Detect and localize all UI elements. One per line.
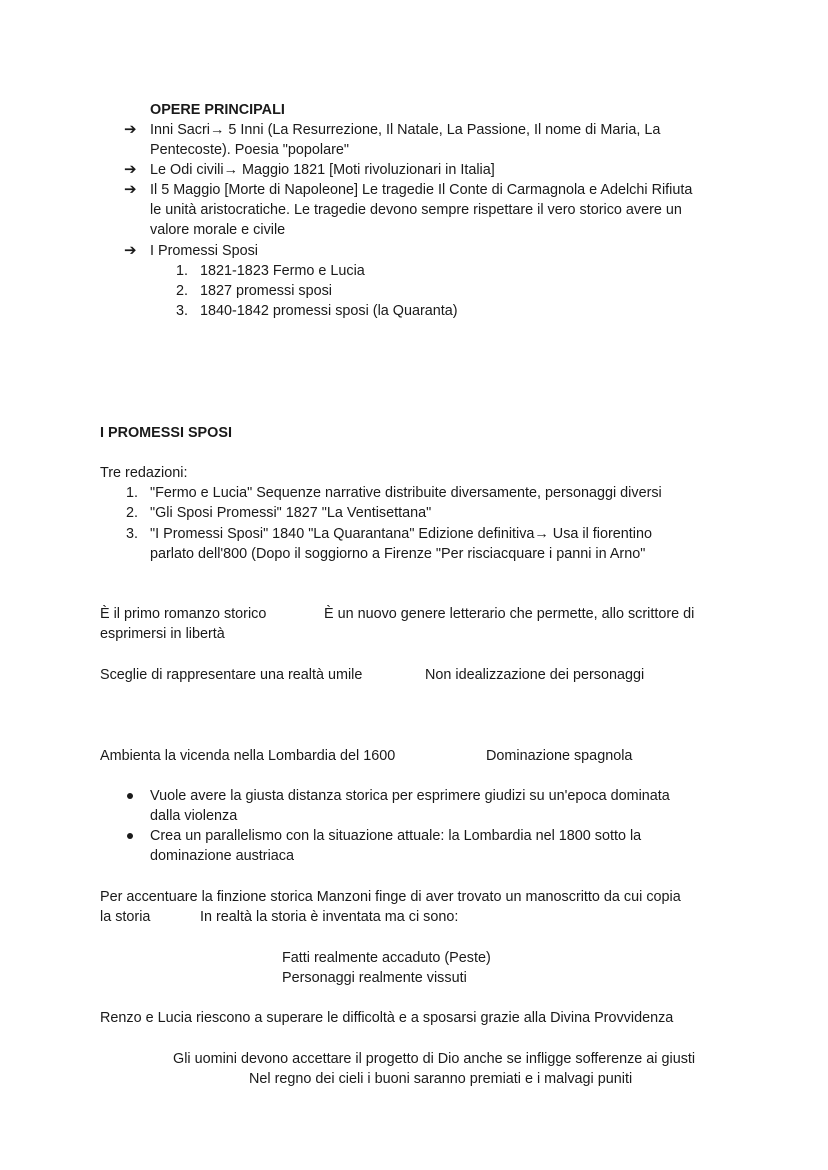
realta-umile-text: Sceglie di rappresentare una realtà umile xyxy=(100,667,363,683)
finzione-line-2: la storia xyxy=(100,909,151,925)
sub-item-number: 2. xyxy=(175,283,188,299)
personaggi-reali-text: Personaggi realmente vissuti xyxy=(282,970,467,986)
section-heading-promessi-sposi: I PROMESSI SPOSI xyxy=(100,425,232,441)
opere-item-4: I Promessi Sposi xyxy=(150,243,258,259)
point-1-line-2: dalla violenza xyxy=(150,808,238,824)
point-1-line-1: Vuole avere la giusta distanza storica per esprimere giudizi su un'epoca dominata xyxy=(150,788,670,804)
opere-item-1-line-2: Pentecoste). Poesia "popolare" xyxy=(150,142,350,158)
nuovo-genere-text: È un nuovo genere letterario che permette, allo scrittore di xyxy=(324,606,695,622)
redazione-number: 3. xyxy=(125,526,138,542)
point-2-line-1: Crea un parallelismo con la situazione attuale: la Lombardia nel 1800 sotto la xyxy=(150,828,642,844)
bullet-dot-icon xyxy=(127,793,133,799)
opere-item-3-line-2: le unità aristocratiche. Le tragedie devono sempre rispettare il vero storico avere un xyxy=(150,202,682,218)
sub-item-text: 1840-1842 promessi sposi (la Quaranta) xyxy=(200,303,458,319)
fatti-reali-text: Fatti realmente accaduto (Peste) xyxy=(282,950,491,966)
arrow-bullet-icon: ➔ xyxy=(124,242,137,259)
finzione-line-1: Per accentuare la finzione storica Manzoni finge di aver trovato un manoscritto da cui copia xyxy=(100,889,681,905)
non-idealizzazione-text: Non idealizzazione dei personaggi xyxy=(425,667,645,683)
arrow-bullet-icon: ➔ xyxy=(124,121,137,138)
bullet-dot-icon xyxy=(127,833,133,839)
lombardia-text: Ambienta la vicenda nella Lombardia del 1600 xyxy=(100,748,396,764)
opere-item-1-line-1: Inni Sacri→ 5 Inni (La Resurrezione, Il Natale, La Passione, Il nome di Maria, La xyxy=(150,122,661,138)
sub-item-number: 1. xyxy=(175,263,188,279)
realta-inventata-text: In realtà la storia è inventata ma ci sono: xyxy=(200,909,459,925)
opere-item-3-line-1: Il 5 Maggio [Morte di Napoleone] Le tragedie Il Conte di Carmagnola e Adelchi Rifiuta xyxy=(150,182,693,198)
redazione-number: 2. xyxy=(125,505,138,521)
section-heading-opere: OPERE PRINCIPALI xyxy=(150,102,285,118)
provvidenza-line-2: Nel regno dei cieli i buoni saranno premiati e i malvagi puniti xyxy=(249,1071,633,1087)
renzo-lucia-text: Renzo e Lucia riescono a superare le difficoltà e a sposarsi grazie alla Divina Provvidenza xyxy=(100,1010,674,1026)
redazione-3-line-2: parlato dell'800 (Dopo il soggiorno a Firenze "Per risciacquare i panni in Arno" xyxy=(150,546,646,562)
opere-item-2: Le Odi civili→ Maggio 1821 [Moti rivoluzionari in Italia] xyxy=(150,162,495,178)
redazione-3-line-1: "I Promessi Sposi" 1840 "La Quarantana" Edizione definitiva→ Usa il fiorentino xyxy=(150,526,652,542)
redazione-2: "Gli Sposi Promessi" 1827 "La Ventisettana" xyxy=(150,505,432,521)
sub-item-number: 3. xyxy=(175,303,188,319)
point-2-line-2: dominazione austriaca xyxy=(150,848,294,864)
opere-item-3-line-3: valore morale e civile xyxy=(150,222,286,238)
sub-item-text: 1821-1823 Fermo e Lucia xyxy=(200,263,365,279)
dominazione-spagnola-text: Dominazione spagnola xyxy=(486,748,633,764)
romanzo-storico-text: È il primo romanzo storico xyxy=(100,606,267,622)
arrow-bullet-icon: ➔ xyxy=(124,161,137,178)
redazione-1: "Fermo e Lucia" Sequenze narrative distribuite diversamente, personaggi diversi xyxy=(150,485,662,501)
provvidenza-line-1: Gli uomini devono accettare il progetto di Dio anche se infligge sofferenze ai giusti xyxy=(173,1051,696,1067)
sub-item-text: 1827 promessi sposi xyxy=(200,283,332,299)
nuovo-genere-continuation: esprimersi in libertà xyxy=(100,626,225,642)
redazioni-intro: Tre redazioni: xyxy=(100,465,188,481)
redazione-number: 1. xyxy=(125,485,138,501)
arrow-bullet-icon: ➔ xyxy=(124,181,137,198)
